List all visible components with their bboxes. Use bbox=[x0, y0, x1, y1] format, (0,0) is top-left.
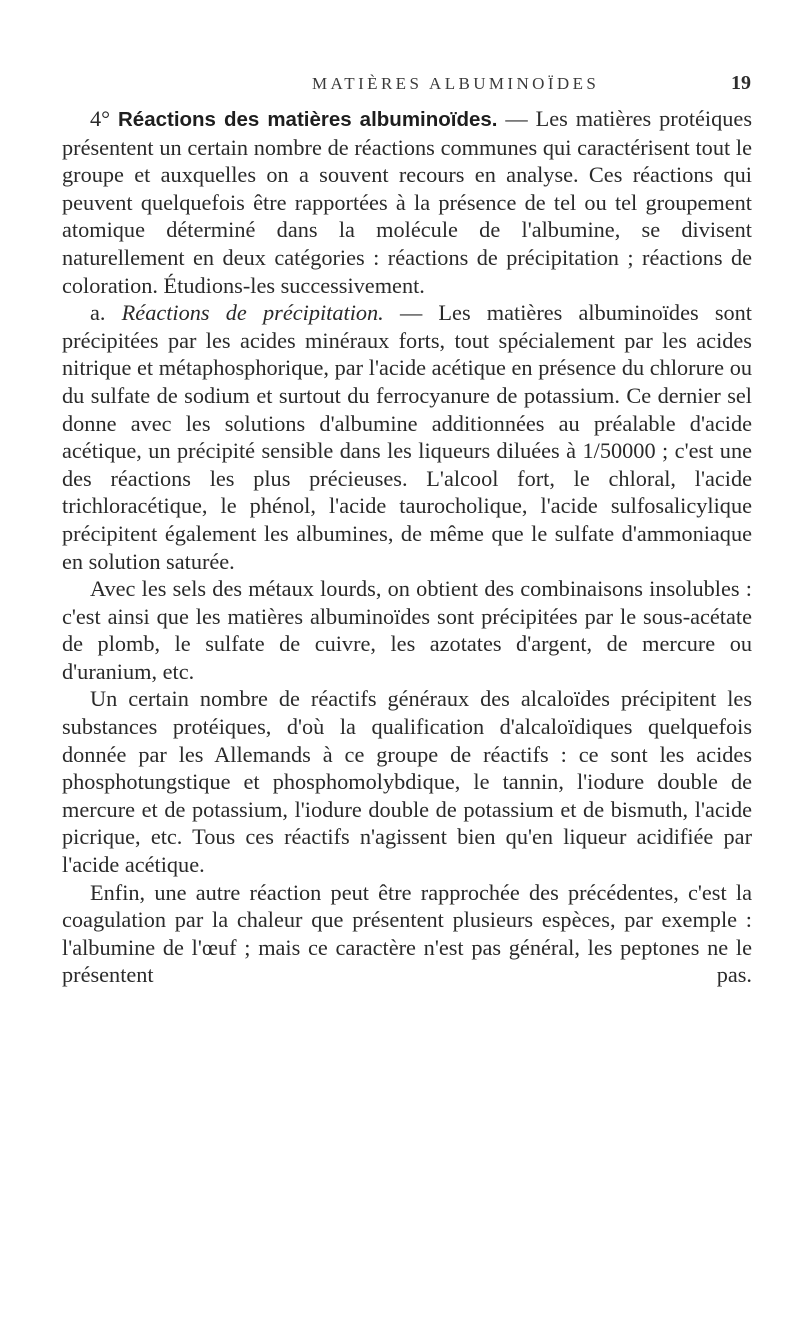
page-number: 19 bbox=[731, 72, 751, 94]
section-intro-text: — Les matières protéiques présentent un certain nombre de réactions communes qui caractérisent tout le groupe et auxquelles on a souvent recours en analyse. Ces réactions qui peuvent quelquefois être rapportées à la présence de tel ou tel groupement atomique déterminé dans la molécule de l'albumine, se divisent naturellement en deux catégories : réactions de précipitation ; réactions de coloration. Étudions-les successivement. bbox=[62, 106, 753, 298]
subsection-heading: Réactions de précipitation. bbox=[121, 300, 384, 326]
paragraph-heavy-metals: Avec les sels des métaux lourds, on obtient des combinaisons insolubles : c'est ainsi que les matières albuminoïdes sont précipitées par le sous-acétate de plomb, le sulfate de cuivre, les azotates d'argent, de mercure ou d'uranium, etc. bbox=[62, 576, 752, 684]
running-head: MATIÈRES ALBUMINOÏDES bbox=[312, 74, 600, 93]
precipitation-text: — Les matières albuminoïdes sont précipitées par les acides minéraux forts, tout spécialement par les acides nitrique et métaphosphorique, par l'acide acétique en présence du chlorure ou du sulfate de sodium et surtout du ferrocyanure de potassium. Ce dernier sel donne avec les solutions d'albumine additionnées au préalable d'acide acétique, un précipité sensible dans les liqueurs diluées à 1/50000 ; c'est une des réactions les plus précieuses. L'alcool fort, le chloral, l'acide trichloracétique, le phénol, l'acide taurocholique, l'acide sulfosalicylique précipitent également les albumines, de même que le sulfate d'ammoniaque en solution saturée. bbox=[62, 300, 752, 574]
paragraph-coagulation: Enfin, une autre réaction peut être rapprochée des précédentes, c'est la coagulation par la chaleur que présentent plusieurs espèces, par exemple : l'albumine de l'œuf ; mais ce caractère n'est pas général, les peptones ne le présentent pas. bbox=[62, 879, 752, 988]
section-number: 4° bbox=[90, 106, 111, 131]
paragraph-precipitation bbox=[62, 299, 752, 575]
subsection-label: a. bbox=[90, 300, 106, 326]
body-text bbox=[62, 105, 752, 989]
paragraph-section-4 bbox=[62, 105, 752, 299]
paragraph-alkaloid-reagents: Un certain nombre de réactifs généraux des alcaloïdes précipitent les substances protéiques, d'où la qualification d'alcaloïdiques quelquefois donnée par les Allemands à ce groupe de réactifs : ce sont les acides phosphotungstique et phosphomolybdique, le tannin, l'iodure double de mercure et de potassium, l'iodure double de potassium et de bismuth, l'acide picrique, etc. Tous ces réactifs n'agissent bien qu'en liqueur acidifiée par l'acide acétique. bbox=[62, 686, 752, 878]
section-heading: Réactions des matières albuminoïdes. bbox=[117, 108, 498, 131]
